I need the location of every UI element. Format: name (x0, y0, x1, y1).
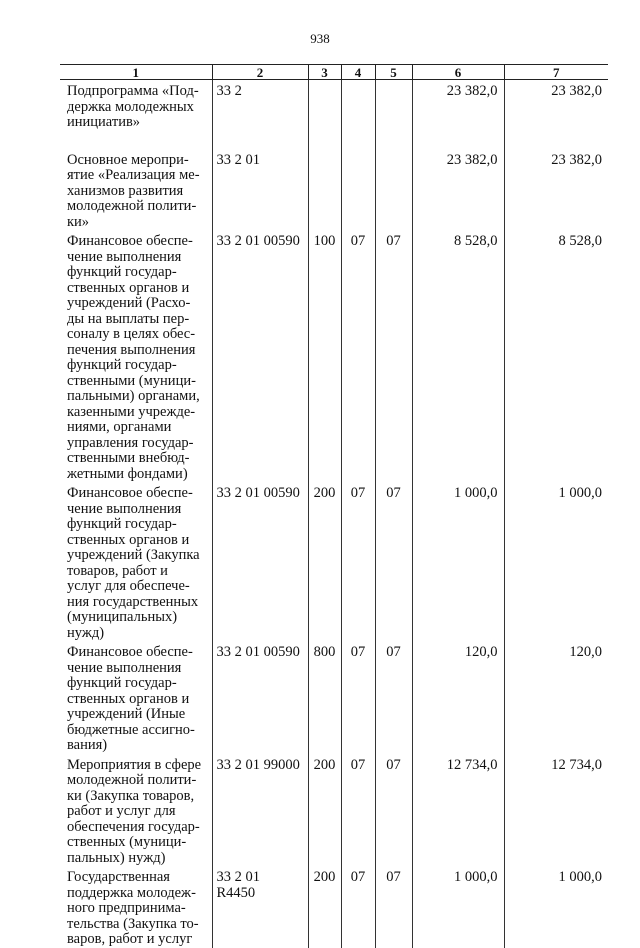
row-col5: 07 (375, 482, 412, 641)
column-header: 5 (375, 65, 412, 80)
row-col7: 23 382,0 (504, 80, 608, 149)
row-code: 33 2 01 99000 (212, 754, 308, 867)
row-name: Финансовое обеспе- чение выполнения функций государ- ственных органов и учреждений (Расхо- ды на выплаты пер- соналу в целях обес- печения выполнения функций государ- ственными (муници- пальными) органами, казенными учрежде- ниями, органами управления государ- ственными внебюд- жетными фондами) (67, 233, 200, 482)
row-name: Подпрограмма «Под- держка молодежных инициатив» (67, 83, 199, 130)
row-col5: 07 (375, 866, 412, 948)
table-row (60, 149, 608, 231)
row-col5: 07 (375, 230, 412, 482)
row-code: 33 2 01 (212, 149, 308, 231)
row-col4: 07 (341, 754, 375, 867)
row-col6: 23 382,0 (412, 149, 504, 231)
table-row (60, 754, 608, 867)
column-header: 7 (504, 65, 608, 80)
row-col5: 07 (375, 754, 412, 867)
column-header: 4 (341, 65, 375, 80)
row-col4: 07 (341, 230, 375, 482)
row-name: Финансовое обеспе- чение выполнения функций государ- ственных органов и учреждений (Иные бюджетные ассигно- вания) (67, 644, 195, 753)
table-row (60, 641, 608, 754)
row-name: Мероприятия в сфере молодежной полити- ки (Закупка товаров, работ и услуг для обеспечения государ- ственных (муници- пальных) нужд) (67, 756, 202, 866)
row-col6: 120,0 (412, 641, 504, 754)
row-col3: 200 (308, 754, 341, 867)
table-row (60, 866, 608, 948)
row-code: 33 2 01 00590 (212, 230, 308, 482)
row-col4 (341, 80, 375, 149)
column-header: 3 (308, 65, 341, 80)
row-name: Финансовое обеспе- чение выполнения функций государ- ственных органов и учреждений (Закупка товаров, работ и услуг для обеспече- ния государственных (муниципальных) нужд) (67, 485, 200, 641)
table-row (60, 230, 608, 482)
row-col3 (308, 80, 341, 149)
table-header-row (60, 65, 608, 80)
row-col5: 07 (375, 641, 412, 754)
row-code: 33 2 01 R4450 (212, 866, 308, 948)
row-col7: 120,0 (504, 641, 608, 754)
row-col7: 1 000,0 (504, 866, 608, 948)
page-number: 938 (310, 31, 330, 46)
column-header: 6 (412, 65, 504, 80)
row-col7: 1 000,0 (504, 482, 608, 641)
row-col4: 07 (341, 866, 375, 948)
row-col7: 8 528,0 (504, 230, 608, 482)
row-col5 (375, 80, 412, 149)
row-col3: 200 (308, 482, 341, 641)
column-header: 1 (60, 65, 212, 80)
row-col3: 800 (308, 641, 341, 754)
budget-table (60, 64, 608, 948)
row-col3 (308, 149, 341, 231)
row-col3: 200 (308, 866, 341, 948)
table-row (60, 482, 608, 641)
row-col6: 12 734,0 (412, 754, 504, 867)
row-col6: 8 528,0 (412, 230, 504, 482)
column-header: 2 (212, 65, 308, 80)
row-col4: 07 (341, 641, 375, 754)
row-code: 33 2 01 00590 (212, 641, 308, 754)
row-col7: 23 382,0 (504, 149, 608, 231)
row-name: Основное меропри- ятие «Реализация ме- ханизмов развития молодежной полити- ки» (67, 151, 200, 230)
row-col4: 07 (341, 482, 375, 641)
row-col6: 1 000,0 (412, 866, 504, 948)
table-row (60, 80, 608, 149)
row-col7: 12 734,0 (504, 754, 608, 867)
row-col3: 100 (308, 230, 341, 482)
row-col4 (341, 149, 375, 231)
row-name: Государственная поддержка молодеж- ного предпринима- тельства (Закупка то- варов, работ и услуг (67, 869, 199, 947)
row-col6: 23 382,0 (412, 80, 504, 149)
row-col5 (375, 149, 412, 231)
row-code: 33 2 (212, 80, 308, 149)
row-code: 33 2 01 00590 (212, 482, 308, 641)
row-col6: 1 000,0 (412, 482, 504, 641)
